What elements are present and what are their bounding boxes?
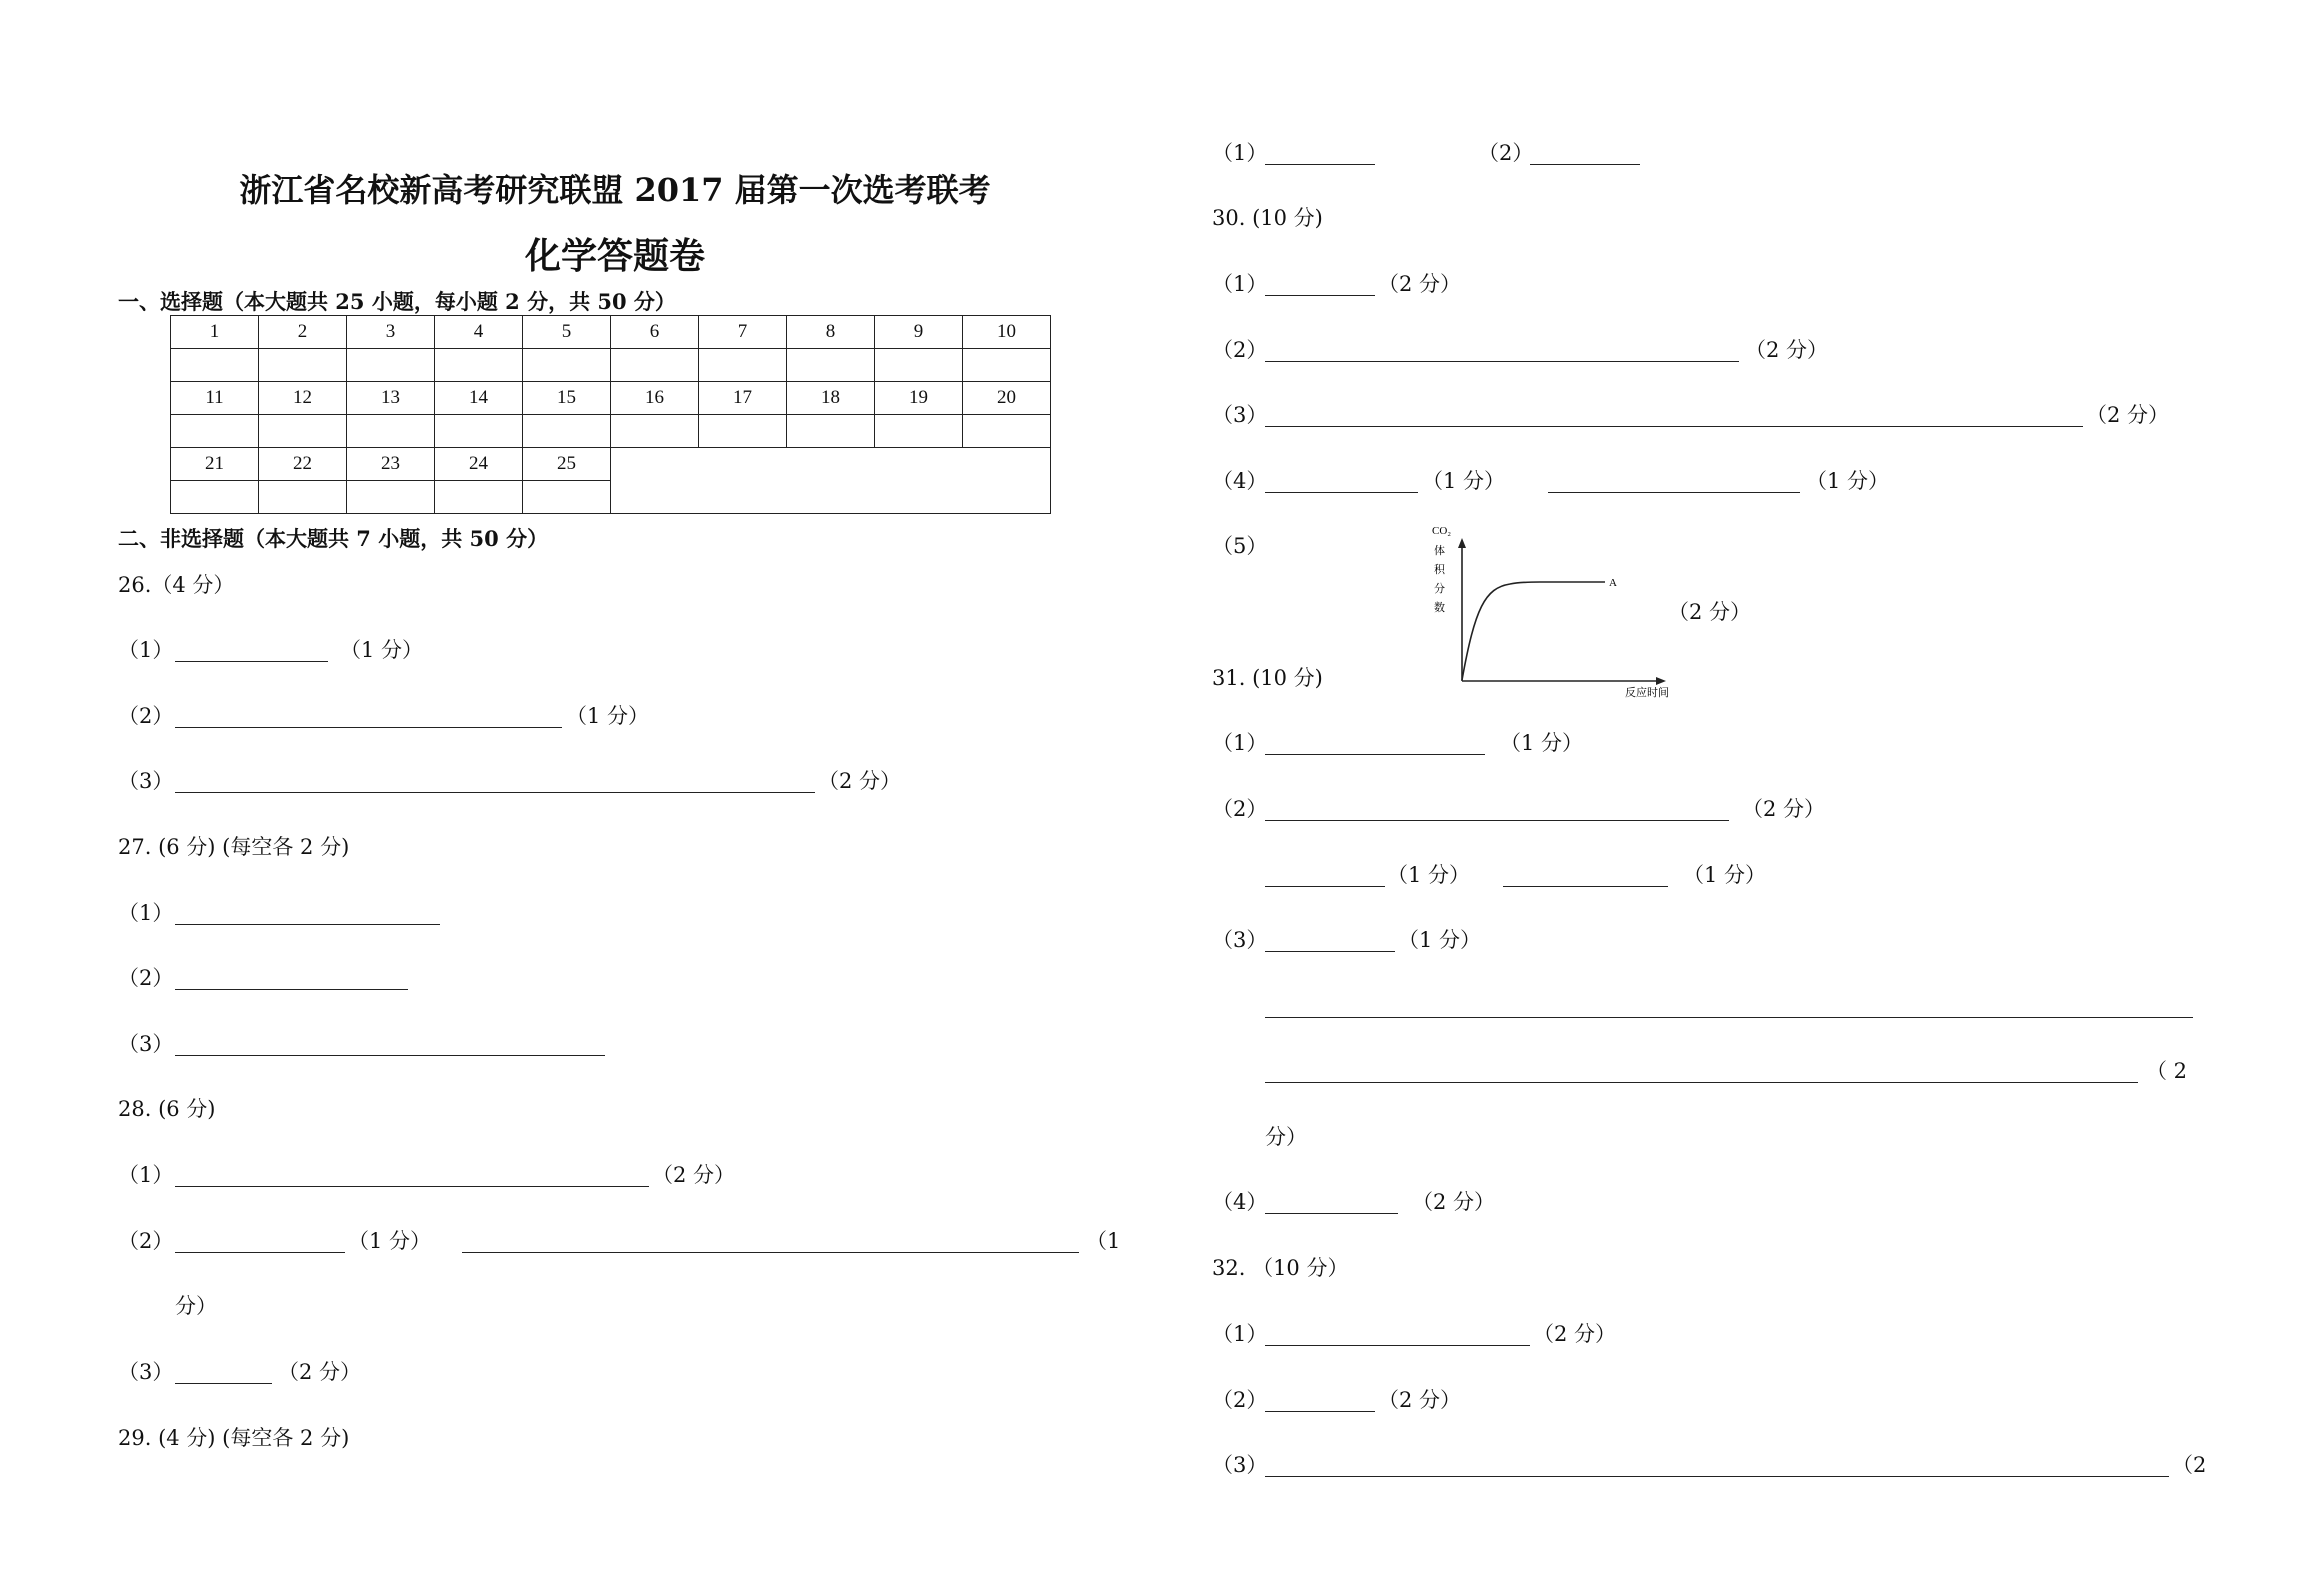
q32-p3-label: （3） bbox=[1212, 1453, 1268, 1477]
answer-cell[interactable] bbox=[259, 415, 347, 448]
q29-p1-blank[interactable] bbox=[1265, 164, 1375, 165]
q30-label: 30. (10 分) bbox=[1212, 206, 1323, 230]
question-number: 8 bbox=[787, 316, 875, 349]
answer-cell[interactable] bbox=[171, 349, 259, 382]
table-row-numbers-3 bbox=[171, 448, 1051, 481]
answer-cell[interactable] bbox=[523, 415, 611, 448]
q30-p4-score-a: （1 分） bbox=[1422, 469, 1506, 493]
q30-p4-score-b: （1 分） bbox=[1806, 469, 1890, 493]
q30-p1-blank[interactable] bbox=[1265, 295, 1375, 296]
answer-cell[interactable] bbox=[611, 349, 699, 382]
question-number: 20 bbox=[963, 382, 1051, 415]
q31-p2-blank-b[interactable] bbox=[1265, 886, 1385, 887]
answer-cell[interactable] bbox=[875, 415, 963, 448]
q29-p1-label: （1） bbox=[1212, 141, 1268, 165]
q32-p1-score: （2 分） bbox=[1533, 1322, 1617, 1346]
q30-p2-blank[interactable] bbox=[1265, 361, 1739, 362]
q29-label: 29. (4 分) (每空各 2 分) bbox=[118, 1426, 350, 1450]
q27-p3-label: （3） bbox=[118, 1032, 174, 1056]
answer-cell[interactable] bbox=[963, 415, 1051, 448]
q31-p3-blank[interactable] bbox=[1265, 951, 1395, 952]
q31-p3-label: （3） bbox=[1212, 928, 1268, 952]
q31-p2-score: （2 分） bbox=[1742, 797, 1826, 821]
q30-p3-score: （2 分） bbox=[2086, 403, 2170, 427]
table-row-numbers-1 bbox=[171, 316, 1051, 349]
section2-heading: 二、非选择题（本大题共 7 小题，共 50 分） bbox=[118, 526, 549, 551]
q32-p2-label: （2） bbox=[1212, 1388, 1268, 1412]
empty-cell bbox=[611, 448, 1051, 514]
q30-p2-score: （2 分） bbox=[1745, 338, 1829, 362]
answer-cell[interactable] bbox=[523, 481, 611, 514]
q32-label: 32. （10 分） bbox=[1212, 1256, 1349, 1280]
q26-p1-score: （1 分） bbox=[340, 638, 424, 662]
answer-cell[interactable] bbox=[347, 415, 435, 448]
q27-p3-blank[interactable] bbox=[175, 1055, 605, 1056]
q28-p1-label: （1） bbox=[118, 1163, 174, 1187]
y-axis-arrow bbox=[1458, 538, 1466, 548]
table-row-answers-1 bbox=[171, 349, 1051, 382]
q29-p2-blank[interactable] bbox=[1530, 164, 1640, 165]
q31-p3-line-2[interactable] bbox=[1265, 1082, 2138, 1083]
question-number: 16 bbox=[611, 382, 699, 415]
q27-p1-blank[interactable] bbox=[175, 924, 440, 925]
answer-cell[interactable] bbox=[435, 349, 523, 382]
q31-p2-extra-score-a: （1 分） bbox=[1387, 863, 1471, 887]
table-row-numbers-2 bbox=[171, 382, 1051, 415]
q30-p3-blank[interactable] bbox=[1265, 426, 2083, 427]
q31-p4-label: （4） bbox=[1212, 1190, 1268, 1214]
answer-cell[interactable] bbox=[963, 349, 1051, 382]
q31-p2-blank[interactable] bbox=[1265, 820, 1729, 821]
q32-p1-label: （1） bbox=[1212, 1322, 1268, 1346]
q28-p2-label: （2） bbox=[118, 1229, 174, 1253]
question-number: 15 bbox=[523, 382, 611, 415]
q32-p2-blank[interactable] bbox=[1265, 1411, 1375, 1412]
q31-p3-score: （1 分） bbox=[1398, 928, 1482, 952]
answer-cell[interactable] bbox=[347, 481, 435, 514]
curve-a bbox=[1462, 582, 1605, 680]
q28-p3-label: （3） bbox=[118, 1360, 174, 1384]
question-number: 4 bbox=[435, 316, 523, 349]
q28-p3-blank[interactable] bbox=[175, 1383, 272, 1384]
q28-p1-score: （2 分） bbox=[652, 1163, 736, 1187]
question-number: 7 bbox=[699, 316, 787, 349]
q28-p2-blank-b[interactable] bbox=[462, 1252, 1079, 1253]
question-number: 12 bbox=[259, 382, 347, 415]
q26-p2-blank[interactable] bbox=[175, 727, 562, 728]
q26-p3-label: （3） bbox=[118, 769, 174, 793]
q31-p4-score: （2 分） bbox=[1412, 1190, 1496, 1214]
q27-p2-blank[interactable] bbox=[175, 989, 408, 990]
question-number: 5 bbox=[523, 316, 611, 349]
q30-p1-score: （2 分） bbox=[1378, 272, 1462, 296]
question-number: 10 bbox=[963, 316, 1051, 349]
question-number: 23 bbox=[347, 448, 435, 481]
table-row-answers-2 bbox=[171, 415, 1051, 448]
answer-cell[interactable] bbox=[171, 415, 259, 448]
question-number: 1 bbox=[171, 316, 259, 349]
q32-p3-score: （2 bbox=[2172, 1453, 2207, 1477]
answer-cell[interactable] bbox=[875, 349, 963, 382]
question-number: 3 bbox=[347, 316, 435, 349]
y-axis-label-co2: CO₂ bbox=[1432, 525, 1452, 537]
q26-p1-blank[interactable] bbox=[175, 661, 328, 662]
q26-p3-blank[interactable] bbox=[175, 792, 815, 793]
question-number: 18 bbox=[787, 382, 875, 415]
q31-p2-extra-score-b: （1 分） bbox=[1683, 863, 1767, 887]
answer-cell[interactable] bbox=[171, 481, 259, 514]
q26-label: 26.（4 分） bbox=[118, 573, 235, 597]
q27-label: 27. (6 分) (每空各 2 分) bbox=[118, 835, 350, 859]
q28-p3-score: （2 分） bbox=[278, 1360, 362, 1384]
q26-p1-label: （1） bbox=[118, 638, 174, 662]
question-number: 11 bbox=[171, 382, 259, 415]
question-number: 2 bbox=[259, 316, 347, 349]
q30-p4-label: （4） bbox=[1212, 469, 1268, 493]
y-axis-label-char: 体 bbox=[1434, 544, 1445, 557]
y-axis-label-char: 分 bbox=[1434, 582, 1445, 595]
q27-p1-label: （1） bbox=[118, 901, 174, 925]
answer-sheet-title: 化学答题卷 bbox=[524, 236, 705, 277]
y-axis-label-char: 积 bbox=[1434, 563, 1445, 576]
answer-cell[interactable] bbox=[787, 415, 875, 448]
q30-p4-blank-a[interactable] bbox=[1265, 492, 1418, 493]
question-number: 19 bbox=[875, 382, 963, 415]
q29-p2-label: （2） bbox=[1478, 141, 1534, 165]
q28-p2-blank-a[interactable] bbox=[175, 1252, 345, 1253]
q31-p4-blank[interactable] bbox=[1265, 1213, 1398, 1214]
question-number: 22 bbox=[259, 448, 347, 481]
q30-p1-label: （1） bbox=[1212, 272, 1268, 296]
q31-p2-blank-c[interactable] bbox=[1503, 886, 1668, 887]
q28-p1-blank[interactable] bbox=[175, 1186, 649, 1187]
answer-cell[interactable] bbox=[611, 415, 699, 448]
answer-cell[interactable] bbox=[699, 415, 787, 448]
x-axis-label: 反应时间 bbox=[1625, 686, 1669, 699]
answer-cell[interactable] bbox=[259, 349, 347, 382]
q26-p3-score: （2 分） bbox=[818, 769, 902, 793]
choice-answer-table bbox=[170, 315, 1051, 514]
x-axis-arrow bbox=[1656, 677, 1666, 685]
q31-p3-tail-score-b: 分） bbox=[1265, 1125, 1307, 1149]
q31-p1-score: （1 分） bbox=[1500, 731, 1584, 755]
q32-p1-blank[interactable] bbox=[1265, 1345, 1530, 1346]
question-number: 21 bbox=[171, 448, 259, 481]
answer-cell[interactable] bbox=[435, 481, 523, 514]
question-number: 13 bbox=[347, 382, 435, 415]
question-number: 25 bbox=[523, 448, 611, 481]
q28-label: 28. (6 分) bbox=[118, 1097, 216, 1121]
y-axis-label-char: 数 bbox=[1434, 601, 1445, 614]
q27-p2-label: （2） bbox=[118, 966, 174, 990]
answer-cell[interactable] bbox=[435, 415, 523, 448]
q31-p3-line-1[interactable] bbox=[1265, 1017, 2193, 1018]
answer-cell[interactable] bbox=[787, 349, 875, 382]
answer-cell[interactable] bbox=[523, 349, 611, 382]
answer-cell[interactable] bbox=[699, 349, 787, 382]
answer-cell[interactable] bbox=[259, 481, 347, 514]
question-number: 17 bbox=[699, 382, 787, 415]
answer-cell[interactable] bbox=[347, 349, 435, 382]
q31-label: 31. (10 分) bbox=[1212, 666, 1323, 690]
q30-p2-label: （2） bbox=[1212, 338, 1268, 362]
q26-p2-label: （2） bbox=[118, 704, 174, 728]
q31-p2-label: （2） bbox=[1212, 797, 1268, 821]
q32-p3-blank[interactable] bbox=[1265, 1476, 2169, 1477]
q28-p2-score-a: （1 分） bbox=[348, 1229, 432, 1253]
q30-p5-score: （2 分） bbox=[1668, 600, 1752, 624]
section1-heading: 一、选择题（本大题共 25 小题，每小题 2 分，共 50 分） bbox=[118, 289, 676, 314]
q31-p1-label: （1） bbox=[1212, 731, 1268, 755]
q28-p2-score-c: 分） bbox=[175, 1294, 217, 1318]
q30-p3-label: （3） bbox=[1212, 403, 1268, 427]
question-number: 9 bbox=[875, 316, 963, 349]
question-number: 6 bbox=[611, 316, 699, 349]
exam-title: 浙江省名校新高考研究联盟 2017 届第一次选考联考 bbox=[239, 171, 991, 209]
curve-label-a: A bbox=[1609, 577, 1617, 589]
question-number: 24 bbox=[435, 448, 523, 481]
q31-p3-tail-score-a: （ 2 bbox=[2146, 1059, 2188, 1083]
q32-p2-score: （2 分） bbox=[1378, 1388, 1462, 1412]
q28-p2-score-b: （1 bbox=[1086, 1229, 1121, 1253]
question-number: 14 bbox=[435, 382, 523, 415]
co2-fraction-graph bbox=[1415, 518, 1695, 700]
q31-p1-blank[interactable] bbox=[1265, 754, 1485, 755]
q26-p2-score: （1 分） bbox=[566, 704, 650, 728]
q30-p5-label: （5） bbox=[1212, 534, 1268, 558]
q30-p4-blank-b[interactable] bbox=[1548, 492, 1800, 493]
